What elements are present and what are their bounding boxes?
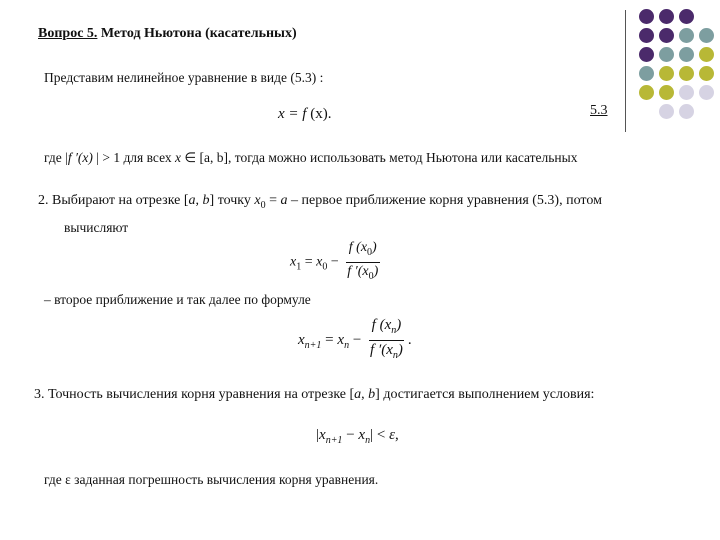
- xn-num-text: f (x: [371, 317, 392, 333]
- step2-a: a: [188, 193, 196, 208]
- xn-lhs: x: [298, 331, 305, 348]
- x1-x0-sub: 0: [322, 261, 328, 273]
- decor-dot: [639, 47, 654, 62]
- decor-dot: [679, 28, 694, 43]
- condition-rest: | > 1 для всех: [92, 150, 176, 165]
- condition-x: x: [175, 150, 182, 165]
- page-title: [38, 26, 297, 42]
- step3-a: a: [354, 387, 362, 402]
- xn-numerator: [369, 317, 405, 341]
- title-topic: Метод Ньютона (касательных): [97, 26, 297, 41]
- xn-den-close: ): [397, 342, 403, 358]
- cond-eps: ε: [389, 427, 395, 443]
- decor-dot: [699, 28, 714, 43]
- step2-x0-sub: 0: [260, 199, 266, 211]
- step3-text-b: ] достигается выполнением условия:: [375, 387, 595, 402]
- title-question-number: Вопрос 5.: [38, 26, 98, 41]
- x1-eq: =: [301, 254, 317, 270]
- x1-lhs-sub: 1: [296, 261, 302, 273]
- x1-lhs: x: [290, 254, 297, 270]
- x1-den-close: ): [373, 263, 379, 279]
- step2-a2: a: [280, 193, 288, 208]
- x1-minus: −: [327, 254, 343, 270]
- x1-numerator: [346, 240, 380, 263]
- condition-interval: [a, b]: [199, 150, 229, 165]
- decor-dot: [639, 9, 654, 24]
- condition-in: ∈: [181, 150, 200, 165]
- step3-comma: ,: [361, 387, 369, 402]
- main-equation-arg: (x): [310, 106, 328, 122]
- step2-text-c: =: [265, 193, 281, 208]
- second-approx-text: – второе приближение и так далее по формуле: [44, 292, 311, 307]
- xn-xn: x: [337, 331, 345, 348]
- abs-bar: |: [65, 150, 68, 165]
- main-equation-lhs: x = f: [278, 106, 307, 122]
- decor-dot: [659, 66, 674, 81]
- decor-dot: [639, 28, 654, 43]
- condition-tail: , тогда можно использовать метод Ньютона или касательных: [228, 150, 578, 165]
- x1-num-sub: 0: [367, 246, 373, 258]
- decor-dot: [679, 47, 694, 62]
- x1-den-text: f ′(x: [347, 263, 369, 279]
- cond-x2: x: [358, 427, 366, 443]
- step2-text-b: ] точку: [209, 193, 255, 208]
- x1-fraction: [344, 240, 381, 285]
- xn-trail: .: [407, 331, 412, 348]
- decor-dot: [639, 66, 654, 81]
- step3-b: b: [368, 387, 376, 402]
- step3-text: [34, 387, 594, 403]
- step2-line2: вычисляют: [64, 220, 129, 235]
- cond-x2-sub: n: [365, 435, 371, 446]
- cond-minus: −: [342, 427, 359, 443]
- x1-num-close: ): [372, 240, 377, 255]
- step2-line1: [38, 193, 602, 211]
- decor-divider: [625, 10, 626, 132]
- decor-dot: [659, 47, 674, 62]
- condition-prefix: где: [44, 150, 62, 165]
- formula-x1: [290, 240, 383, 285]
- condition-text: [44, 150, 577, 166]
- decor-dot: [699, 66, 714, 81]
- x1-num-text: f (x: [348, 240, 368, 255]
- step2-b: b: [202, 193, 210, 208]
- step2-text-d: – первое приближение корня уравнения (5.3), потом: [287, 193, 602, 208]
- decor-dot: [679, 104, 694, 119]
- main-equation: [278, 106, 331, 123]
- decor-dot: [659, 28, 674, 43]
- formula-xn: [298, 317, 412, 364]
- cond-open-bar: |: [316, 427, 320, 443]
- xn-num-sub: n: [391, 325, 397, 336]
- cond-x1-sub: n+1: [325, 435, 343, 446]
- cond-trail: ,: [394, 427, 399, 443]
- step3-text-a: 3. Точность вычисления корня уравнения на отрезке [: [34, 387, 355, 402]
- equation-reference: 5.3: [590, 103, 608, 118]
- decor-dot: [659, 9, 674, 24]
- decor-dot: [699, 47, 714, 62]
- decor-dot: [659, 104, 674, 119]
- decor-dot: [679, 9, 694, 24]
- x1-denominator: [344, 263, 381, 285]
- xn-den-sub: n: [392, 350, 398, 361]
- cond-lt: <: [373, 427, 390, 443]
- condition-derivative: f ′(x): [67, 150, 93, 165]
- decor-dot: [679, 66, 694, 81]
- step2-comma: ,: [195, 193, 203, 208]
- decor-dot: [659, 85, 674, 100]
- xn-den-text: f ′(x: [370, 342, 393, 358]
- cond-x1: x: [319, 427, 326, 443]
- formula-condition: [316, 427, 399, 446]
- xn-denominator: [367, 341, 406, 364]
- xn-fraction: [367, 317, 406, 364]
- xn-num-close: ): [396, 317, 402, 333]
- xn-minus: −: [349, 331, 366, 348]
- epsilon-note: где ε заданная погрешность вычисления корня уравнения.: [44, 472, 379, 487]
- decor-dot: [639, 85, 654, 100]
- decor-dot: [699, 85, 714, 100]
- xn-xn-sub: n: [344, 339, 350, 351]
- step2-text-a: 2. Выбирают на отрезке [: [38, 193, 189, 208]
- x1-x0: x: [316, 254, 323, 270]
- x1-den-sub: 0: [368, 270, 374, 282]
- cond-close-bar: |: [370, 427, 374, 443]
- intro-text: Представим нелинейное уравнение в виде (5.3) :: [44, 70, 324, 85]
- step2-x0: x: [254, 193, 261, 208]
- main-equation-trail: .: [327, 106, 332, 122]
- xn-lhs-sub: n+1: [304, 339, 322, 351]
- decor-dot: [679, 85, 694, 100]
- xn-eq: =: [321, 331, 338, 348]
